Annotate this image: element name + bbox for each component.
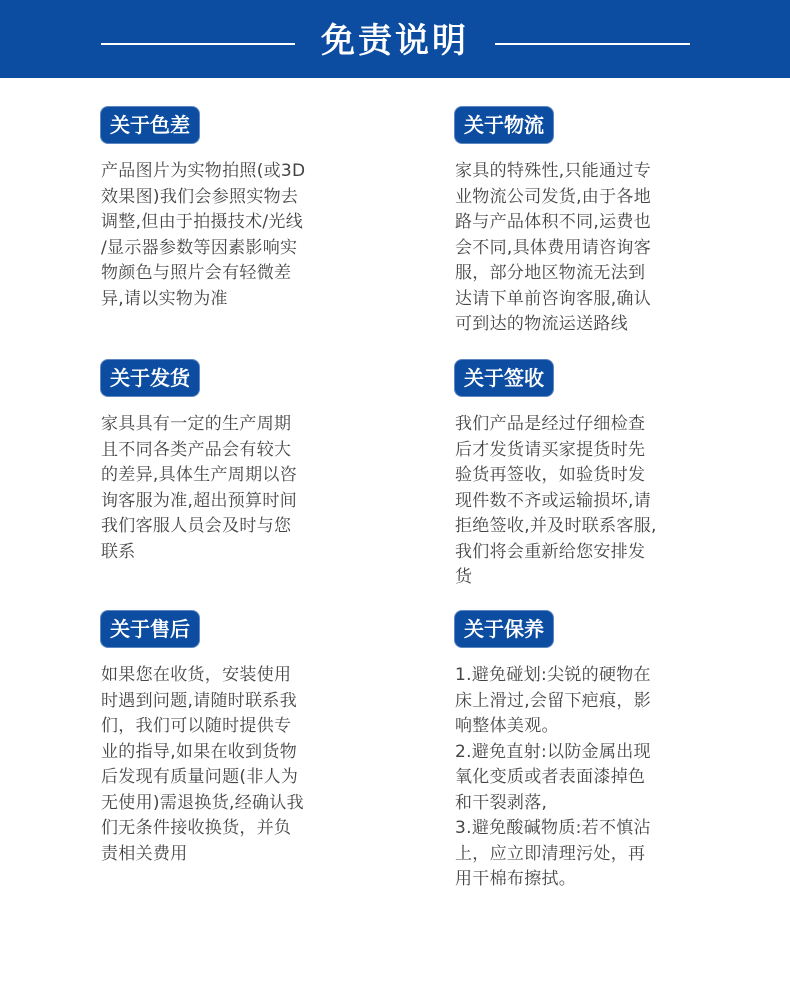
section-text-receipt: 我们产品是经过仔细检查 后才发货请买家提货时先 验货再签收，如验货时发 现件数不齐或运输损坏,请 拒绝签收,并及时联系客服, 我们将会重新给您安排发 货 — [455, 414, 657, 587]
section-text-maintenance: 1.避免碰划:尖锐的硬物在 床上滑过,会留下疤痕，影 响整体美观。 2.避免直射:以防金属出现 氧化变质或者表面漆掉色 和干裂剥落, 3.避免酸碱物质:若不慎沾 上，应立即清理污处，再 用干棉布擦拭。 — [455, 665, 652, 889]
section-label-maintenance: 关于保养 — [455, 611, 553, 647]
section-maintenance — [455, 611, 755, 893]
section-label-receipt: 关于签收 — [455, 360, 553, 396]
page-title: 免责说明 — [321, 21, 469, 61]
section-text-shipping: 家具具有一定的生产周期 且不同各类产品会有较大 的差异,具体生产周期以咨 询客服为准,超出预算时间 我们客服人员会及时与您 联系 — [101, 414, 298, 562]
section-label-shipping: 关于发货 — [101, 360, 199, 396]
section-color-difference — [101, 107, 401, 312]
section-receipt — [455, 360, 755, 591]
section-text-color-difference: 产品图片为实物拍照(或3D 效果图)我们会参照实物去 调整,但由于拍摄技术/光线 /显示器参数等因素影响实 物颜色与照片会有轻微差 异,请以实物为准 — [101, 161, 306, 309]
section-text-logistics: 家具的特殊性,只能通过专 业物流公司发货,由于各地 路与产品体积不同,运费也 会不同,具体费用请咨询客 服，部分地区物流无法到 达请下单前咨询客服,确认 可到达的物流运送路线 — [455, 161, 652, 334]
section-label-logistics: 关于物流 — [455, 107, 553, 143]
header-divider-left — [101, 43, 295, 45]
section-label-after-sales: 关于售后 — [101, 611, 199, 647]
header-banner — [0, 0, 790, 78]
section-after-sales — [101, 611, 401, 867]
section-text-after-sales: 如果您在收货，安装使用 时遇到问题,请随时联系我 们，我们可以随时提供专 业的指导,如果在收到货物 后发现有质量问题(非人为 无使用)需退换货,经确认我 们无条件接收换货，并负 责相关费用 — [101, 665, 304, 864]
section-shipping — [101, 360, 401, 565]
section-label-color-difference: 关于色差 — [101, 107, 199, 143]
section-logistics — [455, 107, 755, 338]
header-divider-right — [495, 43, 690, 45]
